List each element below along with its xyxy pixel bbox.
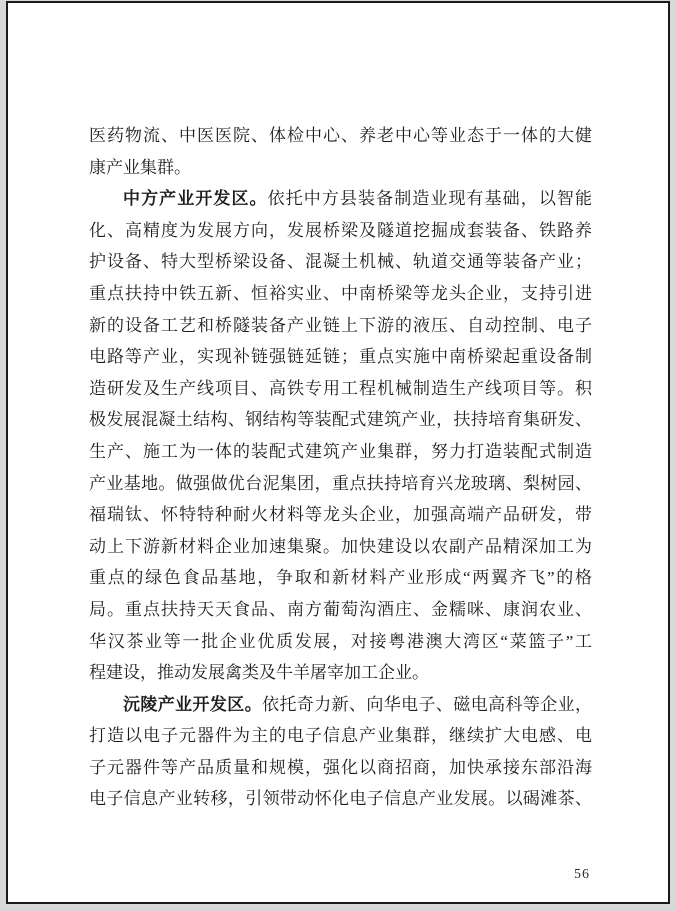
text-line: 电路等产业，实现补链强链延链；重点实施中南桥梁起重设备制 xyxy=(89,347,592,367)
document-page xyxy=(6,1,670,904)
text-line: 程建设，推动发展禽类及牛羊屠宰加工企业。 xyxy=(89,663,429,683)
text-line: 重点扶持中铁五新、恒裕实业、中南桥梁等龙头企业，支持引进 xyxy=(89,283,592,303)
text-line: 福瑞钛、怀特特种耐火材料等龙头企业，加强高端产品研发，带 xyxy=(89,505,592,525)
text-line: 子元器件等产品质量和规模，强化以商招商，加快承接东部沿海 xyxy=(89,757,592,777)
text-line: 护设备、特大型桥梁设备、混凝土机械、轨道交通等装备产业； xyxy=(89,252,592,272)
section-heading-zhongfang: 中方产业开发区。 xyxy=(123,189,268,209)
page-number: 56 xyxy=(574,867,590,882)
text-line: 局。重点扶持天天食品、南方葡萄沟酒庄、金糯咪、康润农业、 xyxy=(89,599,592,619)
line-text: 依托奇力新、向华电子、磁电高科等企业， xyxy=(262,694,592,714)
text-line: 新的设备工艺和桥隧装备产业链上下游的液压、自动控制、电子 xyxy=(89,315,592,335)
text-line: 化、高精度为发展方向，发展桥梁及隧道挖掘成套装备、铁路养 xyxy=(89,220,592,240)
text-line: 生产、施工为一体的装配式建筑产业集群，努力打造装配式制造 xyxy=(89,441,592,461)
text-line: 动上下游新材料企业加速集聚。加快建设以农副产品精深加工为 xyxy=(89,536,592,556)
section-heading-yuanling: 沅陵产业开发区。 xyxy=(123,694,263,714)
text-line: 造研发及生产线项目、高铁专用工程机械制造生产线项目等。积 xyxy=(89,378,592,398)
text-line: 康产业集群。 xyxy=(89,157,191,177)
text-line-section-heading xyxy=(89,689,592,721)
text-line: 电子信息产业转移，引领带动怀化电子信息产业发展。以碣滩茶、 xyxy=(89,789,592,809)
text-line: 产业基地。做强做优台泥集团，重点扶持培育兴龙玻璃、梨树园、 xyxy=(89,473,592,493)
line-text: 依托中方县装备制造业现有基础，以智能 xyxy=(267,189,592,209)
text-line: 打造以电子元器件为主的电子信息产业集群，继续扩大电感、电 xyxy=(89,726,592,746)
text-line: 医药物流、中医医院、体检中心、养老中心等业态于一体的大健 xyxy=(89,126,592,145)
text-line: 华汉茶业等一批企业优质发展，对接粤港澳大湾区“菜篮子”工 xyxy=(89,631,592,651)
text-line-section-heading xyxy=(89,183,592,215)
text-line: 极发展混凝土结构、钢结构等装配式建筑产业，扶持培育集研发、 xyxy=(89,410,592,430)
page-body-text xyxy=(89,120,592,815)
text-line: 重点的绿色食品基地，争取和新材料产业形成“两翼齐飞”的格 xyxy=(89,568,592,588)
